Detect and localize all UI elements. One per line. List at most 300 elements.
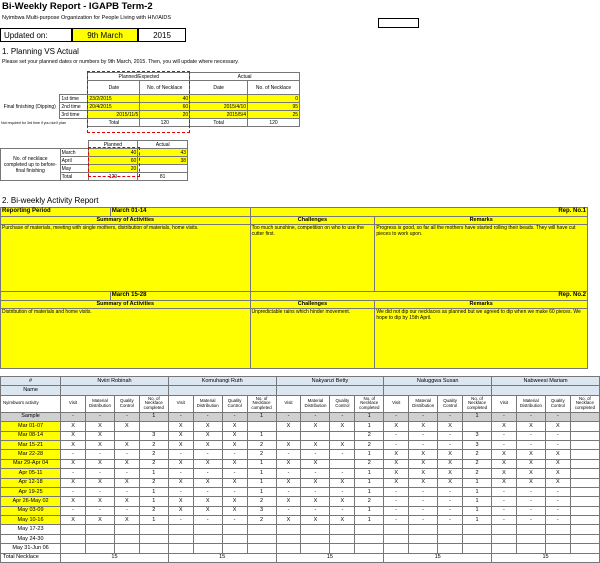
attendance-cell[interactable]: 2: [355, 459, 384, 468]
attendance-cell[interactable]: [247, 525, 276, 534]
actual-date-cell[interactable]: 2015/5/4: [190, 111, 248, 119]
attendance-cell[interactable]: -: [193, 412, 222, 421]
summary-activities-text[interactable]: Distribution of materials and home visits.: [1, 309, 251, 369]
attendance-cell[interactable]: 1: [139, 412, 168, 421]
attendance-cell[interactable]: [492, 525, 517, 534]
attendance-cell[interactable]: -: [114, 487, 139, 496]
attendance-cell[interactable]: -: [193, 450, 222, 459]
attendance-cell[interactable]: 3: [247, 506, 276, 515]
attendance-cell[interactable]: [330, 459, 355, 468]
attendance-cell[interactable]: X: [330, 516, 355, 525]
attendance-cell[interactable]: 2: [247, 497, 276, 506]
attendance-cell[interactable]: [545, 544, 570, 553]
attendance-cell[interactable]: X: [114, 459, 139, 468]
attendance-cell[interactable]: -: [330, 506, 355, 515]
attendance-cell[interactable]: 1: [355, 450, 384, 459]
attendance-cell[interactable]: 1: [139, 516, 168, 525]
attendance-cell[interactable]: -: [516, 506, 545, 515]
attendance-cell[interactable]: 1: [355, 506, 384, 515]
attendance-cell[interactable]: -: [516, 412, 545, 421]
attendance-cell[interactable]: -: [384, 506, 409, 515]
attendance-cell[interactable]: -: [85, 469, 114, 478]
attendance-cell[interactable]: [570, 506, 599, 515]
attendance-cell[interactable]: X: [301, 478, 330, 487]
attendance-cell[interactable]: -: [276, 469, 301, 478]
attendance-cell[interactable]: -: [492, 412, 517, 421]
attendance-cell[interactable]: -: [438, 506, 463, 515]
attendance-cell[interactable]: X: [222, 431, 247, 440]
attendance-cell[interactable]: -: [545, 487, 570, 496]
attendance-cell[interactable]: [355, 544, 384, 553]
attendance-cell[interactable]: X: [85, 422, 114, 431]
attendance-cell[interactable]: X: [276, 422, 301, 431]
attendance-cell[interactable]: -: [409, 497, 438, 506]
attendance-cell[interactable]: [114, 544, 139, 553]
attendance-cell[interactable]: X: [193, 497, 222, 506]
attendance-cell[interactable]: X: [61, 440, 86, 449]
attendance-cell[interactable]: X: [222, 422, 247, 431]
attendance-cell[interactable]: -: [409, 516, 438, 525]
attendance-cell[interactable]: -: [409, 440, 438, 449]
attendance-cell[interactable]: -: [301, 487, 330, 496]
attendance-cell[interactable]: X: [301, 422, 330, 431]
attendance-cell[interactable]: -: [384, 412, 409, 421]
attendance-cell[interactable]: -: [492, 431, 517, 440]
attendance-cell[interactable]: X: [409, 469, 438, 478]
attendance-cell[interactable]: -: [276, 412, 301, 421]
attendance-cell[interactable]: X: [492, 459, 517, 468]
attendance-cell[interactable]: -: [168, 450, 193, 459]
attendance-cell[interactable]: -: [384, 431, 409, 440]
attendance-cell[interactable]: 2: [355, 497, 384, 506]
attendance-cell[interactable]: 1: [247, 478, 276, 487]
attendance-cell[interactable]: X: [438, 422, 463, 431]
attendance-cell[interactable]: 1: [355, 469, 384, 478]
attendance-cell[interactable]: 2: [355, 431, 384, 440]
attendance-cell[interactable]: X: [384, 422, 409, 431]
attendance-cell[interactable]: 2: [139, 450, 168, 459]
actual-date-cell[interactable]: 2015/4/10: [190, 103, 248, 111]
attendance-cell[interactable]: 2: [139, 440, 168, 449]
attendance-cell[interactable]: -: [222, 469, 247, 478]
attendance-cell[interactable]: -: [301, 412, 330, 421]
attendance-cell[interactable]: X: [276, 497, 301, 506]
attendance-cell[interactable]: X: [85, 459, 114, 468]
attendance-cell[interactable]: -: [384, 516, 409, 525]
attendance-cell[interactable]: -: [61, 450, 86, 459]
necklace-planned-cell[interactable]: 40: [88, 149, 138, 157]
attendance-cell[interactable]: 1: [247, 431, 276, 440]
attendance-cell[interactable]: X: [61, 431, 86, 440]
reporting-period-value[interactable]: March 01-14: [110, 208, 250, 217]
attendance-cell[interactable]: -: [276, 506, 301, 515]
attendance-cell[interactable]: [516, 534, 545, 543]
attendance-cell[interactable]: -: [492, 440, 517, 449]
attendance-cell[interactable]: [570, 422, 599, 431]
attendance-cell[interactable]: -: [516, 487, 545, 496]
attendance-cell[interactable]: X: [114, 516, 139, 525]
attendance-cell[interactable]: [384, 544, 409, 553]
attendance-cell[interactable]: 1: [463, 478, 492, 487]
attendance-cell[interactable]: 2: [139, 478, 168, 487]
attendance-cell[interactable]: -: [168, 412, 193, 421]
attendance-cell[interactable]: -: [492, 516, 517, 525]
attendance-cell[interactable]: -: [222, 516, 247, 525]
attendance-cell[interactable]: -: [114, 506, 139, 515]
attendance-cell[interactable]: [139, 422, 168, 431]
attendance-cell[interactable]: -: [545, 506, 570, 515]
attendance-cell[interactable]: X: [492, 478, 517, 487]
attendance-cell[interactable]: [301, 544, 330, 553]
attendance-cell[interactable]: [492, 544, 517, 553]
attendance-cell[interactable]: X: [301, 459, 330, 468]
attendance-cell[interactable]: [85, 525, 114, 534]
attendance-cell[interactable]: [570, 534, 599, 543]
attendance-cell[interactable]: X: [222, 497, 247, 506]
attendance-cell[interactable]: [114, 525, 139, 534]
attendance-cell[interactable]: X: [193, 506, 222, 515]
attendance-cell[interactable]: [139, 525, 168, 534]
attendance-cell[interactable]: X: [222, 506, 247, 515]
attendance-cell[interactable]: [570, 544, 599, 553]
attendance-cell[interactable]: [516, 544, 545, 553]
attendance-cell[interactable]: [247, 534, 276, 543]
attendance-cell[interactable]: -: [492, 497, 517, 506]
actual-no-cell[interactable]: 95: [248, 103, 300, 111]
attendance-cell[interactable]: -: [438, 412, 463, 421]
attendance-cell[interactable]: -: [330, 469, 355, 478]
attendance-cell[interactable]: [570, 525, 599, 534]
attendance-cell[interactable]: 2: [247, 450, 276, 459]
attendance-cell[interactable]: -: [222, 412, 247, 421]
attendance-cell[interactable]: [409, 544, 438, 553]
attendance-cell[interactable]: -: [438, 440, 463, 449]
attendance-cell[interactable]: -: [384, 440, 409, 449]
plan-no-cell[interactable]: 20: [140, 111, 190, 119]
attendance-cell[interactable]: 1: [139, 497, 168, 506]
summary-activities-text[interactable]: Purchase of materials, meeting with single mothers, distribution of materials, home visits.: [1, 225, 251, 295]
attendance-cell[interactable]: X: [193, 431, 222, 440]
attendance-cell[interactable]: X: [168, 422, 193, 431]
necklace-actual-cell[interactable]: 38: [138, 157, 188, 165]
attendance-cell[interactable]: -: [545, 440, 570, 449]
attendance-cell[interactable]: [276, 525, 301, 534]
attendance-cell[interactable]: X: [168, 497, 193, 506]
selected-cell-cursor[interactable]: [378, 18, 419, 28]
attendance-cell[interactable]: [276, 534, 301, 543]
attendance-cell[interactable]: [139, 534, 168, 543]
plan-date-cell[interactable]: 20/4/2015: [88, 103, 140, 111]
attendance-cell[interactable]: -: [85, 412, 114, 421]
attendance-cell[interactable]: X: [516, 450, 545, 459]
attendance-cell[interactable]: X: [85, 440, 114, 449]
attendance-cell[interactable]: -: [301, 469, 330, 478]
attendance-cell[interactable]: [545, 525, 570, 534]
attendance-cell[interactable]: -: [301, 506, 330, 515]
attendance-cell[interactable]: [570, 497, 599, 506]
attendance-cell[interactable]: 1: [355, 516, 384, 525]
attendance-cell[interactable]: X: [193, 459, 222, 468]
attendance-cell[interactable]: [409, 525, 438, 534]
actual-no-cell[interactable]: 0: [248, 95, 300, 103]
attendance-cell[interactable]: [409, 534, 438, 543]
attendance-cell[interactable]: 1: [247, 469, 276, 478]
attendance-cell[interactable]: -: [438, 487, 463, 496]
attendance-cell[interactable]: X: [516, 478, 545, 487]
attendance-cell[interactable]: -: [384, 497, 409, 506]
attendance-cell[interactable]: [463, 525, 492, 534]
challenges-text[interactable]: Unpredictable rains which hinder movement.: [250, 309, 375, 369]
attendance-cell[interactable]: X: [492, 469, 517, 478]
attendance-cell[interactable]: 1: [463, 412, 492, 421]
attendance-cell[interactable]: [570, 431, 599, 440]
attendance-cell[interactable]: -: [168, 469, 193, 478]
attendance-cell[interactable]: X: [193, 478, 222, 487]
attendance-cell[interactable]: [61, 525, 86, 534]
attendance-cell[interactable]: X: [384, 478, 409, 487]
attendance-cell[interactable]: X: [301, 516, 330, 525]
attendance-cell[interactable]: X: [114, 422, 139, 431]
attendance-cell[interactable]: 2: [463, 459, 492, 468]
attendance-cell[interactable]: -: [545, 497, 570, 506]
attendance-cell[interactable]: X: [276, 478, 301, 487]
attendance-cell[interactable]: X: [276, 440, 301, 449]
attendance-cell[interactable]: X: [85, 478, 114, 487]
attendance-cell[interactable]: -: [516, 440, 545, 449]
attendance-cell[interactable]: X: [193, 440, 222, 449]
attendance-cell[interactable]: [301, 534, 330, 543]
attendance-cell[interactable]: -: [330, 487, 355, 496]
attendance-cell[interactable]: -: [193, 469, 222, 478]
attendance-cell[interactable]: -: [61, 506, 86, 515]
attendance-cell[interactable]: -: [193, 487, 222, 496]
attendance-cell[interactable]: X: [545, 459, 570, 468]
attendance-cell[interactable]: X: [114, 478, 139, 487]
attendance-cell[interactable]: [61, 534, 86, 543]
attendance-cell[interactable]: X: [61, 422, 86, 431]
attendance-cell[interactable]: X: [85, 431, 114, 440]
attendance-cell[interactable]: [301, 525, 330, 534]
attendance-cell[interactable]: 2: [463, 469, 492, 478]
attendance-cell[interactable]: [463, 544, 492, 553]
reporting-period-value[interactable]: March 15-28: [110, 292, 250, 301]
plan-no-cell[interactable]: 60: [140, 103, 190, 111]
attendance-cell[interactable]: X: [438, 478, 463, 487]
attendance-cell[interactable]: [330, 544, 355, 553]
attendance-cell[interactable]: [330, 431, 355, 440]
attendance-cell[interactable]: 3: [463, 440, 492, 449]
attendance-cell[interactable]: -: [222, 487, 247, 496]
attendance-cell[interactable]: 3: [139, 431, 168, 440]
attendance-cell[interactable]: [570, 516, 599, 525]
attendance-cell[interactable]: -: [438, 431, 463, 440]
attendance-cell[interactable]: -: [85, 450, 114, 459]
attendance-cell[interactable]: X: [516, 422, 545, 431]
attendance-cell[interactable]: X: [409, 422, 438, 431]
attendance-cell[interactable]: [330, 534, 355, 543]
attendance-cell[interactable]: X: [330, 497, 355, 506]
attendance-cell[interactable]: X: [516, 469, 545, 478]
attendance-cell[interactable]: [570, 487, 599, 496]
attendance-cell[interactable]: 1: [247, 459, 276, 468]
attendance-cell[interactable]: -: [168, 516, 193, 525]
actual-date-cell[interactable]: [190, 95, 248, 103]
attendance-cell[interactable]: X: [168, 506, 193, 515]
attendance-cell[interactable]: X: [276, 516, 301, 525]
attendance-cell[interactable]: -: [409, 487, 438, 496]
attendance-cell[interactable]: [222, 525, 247, 534]
attendance-cell[interactable]: 1: [355, 412, 384, 421]
attendance-cell[interactable]: X: [545, 422, 570, 431]
attendance-cell[interactable]: -: [516, 431, 545, 440]
attendance-cell[interactable]: 1: [247, 487, 276, 496]
attendance-cell[interactable]: -: [61, 412, 86, 421]
attendance-cell[interactable]: [114, 431, 139, 440]
attendance-cell[interactable]: -: [438, 497, 463, 506]
attendance-cell[interactable]: 1: [463, 506, 492, 515]
attendance-cell[interactable]: X: [545, 450, 570, 459]
attendance-cell[interactable]: X: [61, 516, 86, 525]
attendance-cell[interactable]: [247, 422, 276, 431]
attendance-cell[interactable]: -: [114, 469, 139, 478]
attendance-cell[interactable]: X: [330, 478, 355, 487]
attendance-cell[interactable]: X: [438, 459, 463, 468]
attendance-cell[interactable]: 1: [355, 478, 384, 487]
attendance-cell[interactable]: -: [492, 506, 517, 515]
plan-date-cell[interactable]: 23/2/2015: [88, 95, 140, 103]
attendance-cell[interactable]: [570, 469, 599, 478]
attendance-cell[interactable]: X: [301, 440, 330, 449]
attendance-cell[interactable]: -: [409, 506, 438, 515]
attendance-cell[interactable]: [247, 544, 276, 553]
attendance-cell[interactable]: -: [61, 487, 86, 496]
attendance-cell[interactable]: [570, 450, 599, 459]
attendance-cell[interactable]: X: [168, 478, 193, 487]
attendance-cell[interactable]: [545, 534, 570, 543]
attendance-cell[interactable]: [438, 544, 463, 553]
attendance-cell[interactable]: X: [168, 431, 193, 440]
attendance-cell[interactable]: X: [545, 469, 570, 478]
plan-date-cell[interactable]: 2015/11/5: [88, 111, 140, 119]
attendance-cell[interactable]: [276, 544, 301, 553]
attendance-cell[interactable]: -: [516, 497, 545, 506]
attendance-cell[interactable]: -: [301, 450, 330, 459]
attendance-cell[interactable]: -: [409, 431, 438, 440]
attendance-cell[interactable]: -: [516, 516, 545, 525]
attendance-cell[interactable]: 1: [139, 469, 168, 478]
attendance-cell[interactable]: [438, 525, 463, 534]
attendance-cell[interactable]: X: [492, 450, 517, 459]
attendance-cell[interactable]: -: [276, 450, 301, 459]
attendance-cell[interactable]: 2: [139, 506, 168, 515]
attendance-cell[interactable]: [438, 534, 463, 543]
attendance-cell[interactable]: X: [276, 459, 301, 468]
attendance-cell[interactable]: 1: [139, 487, 168, 496]
attendance-cell[interactable]: [193, 534, 222, 543]
attendance-cell[interactable]: 1: [355, 487, 384, 496]
attendance-cell[interactable]: 2: [139, 459, 168, 468]
attendance-cell[interactable]: X: [168, 440, 193, 449]
attendance-cell[interactable]: -: [545, 516, 570, 525]
attendance-cell[interactable]: X: [492, 422, 517, 431]
attendance-cell[interactable]: 2: [355, 440, 384, 449]
attendance-cell[interactable]: [355, 525, 384, 534]
attendance-cell[interactable]: [61, 544, 86, 553]
attendance-cell[interactable]: X: [330, 422, 355, 431]
attendance-cell[interactable]: -: [85, 487, 114, 496]
attendance-cell[interactable]: X: [222, 440, 247, 449]
plan-no-cell[interactable]: 40: [140, 95, 190, 103]
updated-year-cell[interactable]: 2015: [138, 28, 186, 42]
attendance-cell[interactable]: X: [61, 459, 86, 468]
attendance-cell[interactable]: X: [409, 478, 438, 487]
attendance-cell[interactable]: [330, 525, 355, 534]
attendance-cell[interactable]: [222, 534, 247, 543]
attendance-cell[interactable]: [492, 534, 517, 543]
attendance-cell[interactable]: X: [409, 450, 438, 459]
attendance-cell[interactable]: -: [168, 487, 193, 496]
attendance-cell[interactable]: X: [438, 450, 463, 459]
attendance-cell[interactable]: [168, 525, 193, 534]
attendance-cell[interactable]: -: [384, 487, 409, 496]
attendance-cell[interactable]: X: [193, 422, 222, 431]
attendance-cell[interactable]: 1: [463, 497, 492, 506]
attendance-cell[interactable]: 2: [463, 450, 492, 459]
remarks-text[interactable]: Progress is good, so far all the mothers have started rolling their beads. They will have cut pieces to work upon.: [375, 225, 588, 295]
attendance-cell[interactable]: X: [114, 440, 139, 449]
attendance-cell[interactable]: [463, 422, 492, 431]
necklace-actual-cell[interactable]: [138, 165, 188, 173]
attendance-cell[interactable]: 2: [247, 440, 276, 449]
attendance-cell[interactable]: -: [61, 469, 86, 478]
attendance-cell[interactable]: [193, 544, 222, 553]
attendance-cell[interactable]: -: [330, 412, 355, 421]
attendance-cell[interactable]: [168, 544, 193, 553]
attendance-cell[interactable]: X: [384, 469, 409, 478]
attendance-cell[interactable]: 1: [247, 412, 276, 421]
attendance-cell[interactable]: -: [545, 431, 570, 440]
attendance-cell[interactable]: [222, 544, 247, 553]
attendance-cell[interactable]: X: [330, 440, 355, 449]
attendance-cell[interactable]: [570, 440, 599, 449]
attendance-cell[interactable]: 1: [355, 422, 384, 431]
attendance-cell[interactable]: X: [222, 478, 247, 487]
attendance-cell[interactable]: -: [438, 516, 463, 525]
attendance-cell[interactable]: X: [438, 469, 463, 478]
attendance-cell[interactable]: -: [85, 506, 114, 515]
attendance-cell[interactable]: [193, 525, 222, 534]
attendance-cell[interactable]: [384, 534, 409, 543]
attendance-cell[interactable]: [570, 459, 599, 468]
attendance-cell[interactable]: [384, 525, 409, 534]
attendance-cell[interactable]: 1: [463, 516, 492, 525]
attendance-cell[interactable]: X: [545, 478, 570, 487]
attendance-cell[interactable]: [355, 534, 384, 543]
attendance-cell[interactable]: X: [222, 459, 247, 468]
attendance-cell[interactable]: [516, 525, 545, 534]
attendance-cell[interactable]: -: [114, 412, 139, 421]
attendance-cell[interactable]: [114, 534, 139, 543]
attendance-cell[interactable]: [168, 534, 193, 543]
attendance-cell[interactable]: -: [409, 412, 438, 421]
attendance-cell[interactable]: 3: [463, 431, 492, 440]
attendance-cell[interactable]: X: [168, 459, 193, 468]
attendance-cell[interactable]: X: [114, 497, 139, 506]
attendance-cell[interactable]: -: [492, 487, 517, 496]
attendance-cell[interactable]: [85, 544, 114, 553]
attendance-cell[interactable]: [276, 431, 301, 440]
attendance-cell[interactable]: -: [330, 450, 355, 459]
